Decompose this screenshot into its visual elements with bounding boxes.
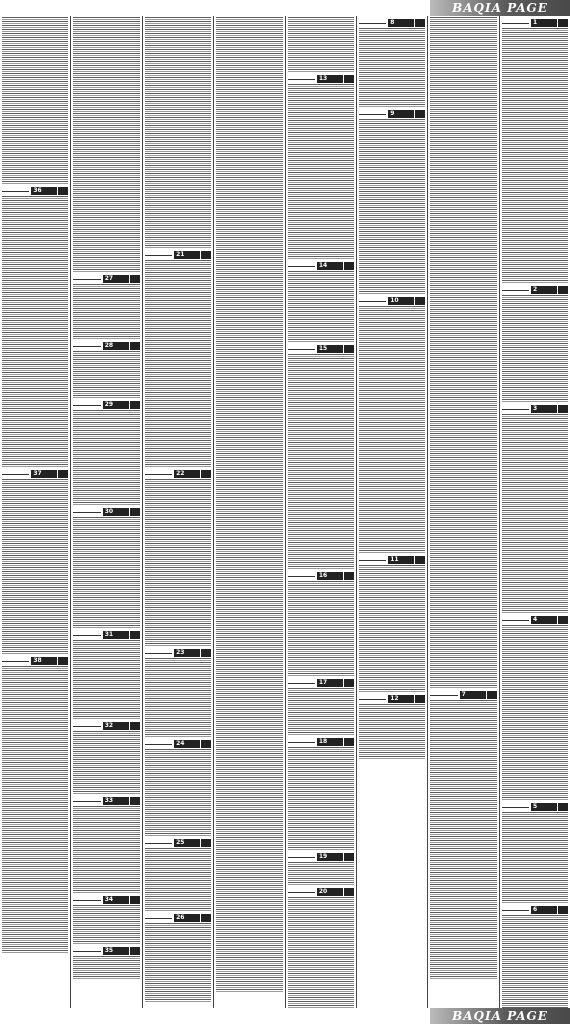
entry-tag-marker	[558, 286, 568, 294]
entry-header-rule	[288, 576, 315, 577]
entry-number-header	[288, 75, 354, 83]
article-entry	[359, 554, 425, 693]
article-text-block	[502, 915, 568, 1008]
article-text-block	[2, 479, 68, 655]
entry-tag-marker	[58, 187, 68, 195]
entry-tag-marker	[558, 19, 568, 27]
article-entry	[73, 399, 139, 506]
newspaper-page	[0, 16, 570, 1008]
entry-header-rule	[73, 635, 100, 636]
article-text-block	[359, 119, 425, 295]
article-text-block	[73, 806, 139, 894]
article-entry	[502, 284, 568, 403]
text-column	[213, 16, 284, 1008]
entry-tag-marker	[344, 679, 354, 687]
article-text-block	[145, 749, 211, 837]
entry-tag-marker	[344, 572, 354, 580]
entry-number-header	[288, 853, 354, 861]
entry-number-header	[73, 631, 139, 639]
entry-number-badge: 30	[103, 508, 129, 516]
entry-number-badge: 27	[103, 275, 129, 283]
article-text-block	[145, 658, 211, 738]
entry-header-rule	[73, 726, 100, 727]
article-text-block	[145, 848, 211, 912]
entry-number-header	[73, 508, 139, 516]
entry-header-rule	[73, 512, 100, 513]
article-text-block	[216, 17, 282, 993]
text-column	[142, 16, 213, 1008]
article-text-block	[288, 84, 354, 260]
entry-number-header	[430, 691, 496, 699]
entry-number-header	[2, 187, 68, 195]
entry-tag-marker	[415, 297, 425, 305]
entry-header-rule	[73, 279, 100, 280]
entry-number-header	[145, 649, 211, 657]
entry-number-header	[502, 803, 568, 811]
entry-header-rule	[288, 349, 315, 350]
entry-header-rule	[502, 409, 529, 410]
entry-tag-marker	[344, 345, 354, 353]
entry-header-rule	[2, 661, 29, 662]
entry-number-header	[502, 906, 568, 914]
article-entry	[430, 852, 496, 980]
entry-tag-marker	[201, 649, 211, 657]
article-text-block	[502, 812, 568, 904]
article-entry	[145, 249, 211, 468]
article-entry	[216, 17, 282, 993]
entry-number-header	[73, 342, 139, 350]
entry-number-badge: 32	[103, 722, 129, 730]
entry-header-rule	[288, 742, 315, 743]
article-entry	[73, 945, 139, 980]
entry-header-rule	[73, 346, 100, 347]
article-entry	[2, 185, 68, 468]
entry-tag-marker	[201, 470, 211, 478]
entry-header-rule	[288, 79, 315, 80]
entry-tag-marker	[201, 251, 211, 259]
article-entry	[502, 904, 568, 1008]
article-entry	[288, 570, 354, 677]
entry-tag-marker	[130, 722, 140, 730]
entry-tag-marker	[415, 695, 425, 703]
article-entry	[359, 693, 425, 760]
article-entry	[359, 108, 425, 295]
article-text-block	[145, 17, 211, 249]
entry-tag-marker	[130, 508, 140, 516]
article-entry	[145, 17, 211, 249]
entry-tag-marker	[558, 405, 568, 413]
article-text-block	[288, 688, 354, 736]
article-text-block	[288, 897, 354, 1008]
article-entry	[73, 17, 139, 273]
entry-tag-marker	[344, 738, 354, 746]
entry-number-badge: 31	[103, 631, 129, 639]
entry-number-badge: 37	[31, 470, 57, 478]
article-entry	[430, 17, 496, 689]
entry-tag-marker	[487, 691, 497, 699]
entry-header-rule	[502, 290, 529, 291]
page-banner-bottom: BAQIA PAGE	[430, 1008, 570, 1024]
article-entry	[359, 295, 425, 554]
entry-header-rule	[288, 857, 315, 858]
entry-number-badge: 9	[388, 110, 414, 118]
entry-number-header	[145, 914, 211, 922]
entry-number-header	[359, 110, 425, 118]
entry-tag-marker	[344, 853, 354, 861]
entry-header-rule	[145, 653, 172, 654]
article-text-block	[73, 956, 139, 980]
entry-tag-marker	[130, 401, 140, 409]
entry-tag-marker	[201, 914, 211, 922]
article-text-block	[502, 295, 568, 403]
entry-header-rule	[502, 23, 529, 24]
entry-number-header	[359, 297, 425, 305]
entry-header-rule	[145, 918, 172, 919]
entry-number-header	[502, 405, 568, 413]
page-banner-top: BAQIA PAGE	[430, 0, 570, 16]
article-entry	[502, 403, 568, 614]
entry-header-rule	[2, 191, 29, 192]
entry-number-header	[145, 740, 211, 748]
entry-number-badge: 3	[531, 405, 557, 413]
entry-number-header	[145, 839, 211, 847]
entry-number-badge: 4	[531, 616, 557, 624]
entry-tag-marker	[58, 470, 68, 478]
article-text-block	[145, 260, 211, 468]
entry-header-rule	[288, 266, 315, 267]
article-text-block	[73, 731, 139, 795]
article-entry	[502, 801, 568, 904]
entry-header-rule	[359, 23, 386, 24]
article-text-block	[359, 306, 425, 554]
entry-header-rule	[359, 560, 386, 561]
entry-header-rule	[145, 474, 172, 475]
article-entry	[288, 677, 354, 736]
article-entry	[288, 260, 354, 343]
article-text-block	[2, 196, 68, 468]
entry-number-header	[145, 470, 211, 478]
entry-tag-marker	[130, 342, 140, 350]
article-text-block	[145, 479, 211, 647]
entry-tag-marker	[558, 616, 568, 624]
entry-tag-marker	[415, 19, 425, 27]
text-column	[0, 16, 70, 1008]
entry-tag-marker	[201, 740, 211, 748]
entry-number-badge: 21	[174, 251, 200, 259]
entry-number-badge: 34	[103, 896, 129, 904]
entry-number-header	[73, 896, 139, 904]
entry-number-badge: 23	[174, 649, 200, 657]
article-entry	[430, 689, 496, 852]
article-entry	[288, 886, 354, 1008]
entry-tag-marker	[558, 906, 568, 914]
article-entry	[288, 851, 354, 886]
entry-number-badge: 19	[317, 853, 343, 861]
entry-tag-marker	[130, 275, 140, 283]
article-text-block	[73, 905, 139, 945]
entry-number-badge: 17	[317, 679, 343, 687]
entry-number-badge: 25	[174, 839, 200, 847]
entry-number-badge: 16	[317, 572, 343, 580]
article-text-block	[502, 625, 568, 801]
article-text-block	[288, 354, 354, 570]
article-text-block	[288, 17, 354, 73]
entry-number-header	[73, 722, 139, 730]
article-text-block	[2, 666, 68, 954]
entry-number-badge: 10	[388, 297, 414, 305]
article-text-block	[288, 862, 354, 886]
entry-number-badge: 1	[531, 19, 557, 27]
entry-number-badge: 18	[317, 738, 343, 746]
text-column	[70, 16, 141, 1008]
article-text-block	[430, 17, 496, 689]
article-entry	[73, 795, 139, 894]
article-entry	[73, 629, 139, 720]
article-entry	[145, 738, 211, 837]
article-entry	[73, 506, 139, 629]
entry-number-header	[288, 572, 354, 580]
entry-header-rule	[288, 892, 315, 893]
article-entry	[73, 273, 139, 340]
entry-number-badge: 12	[388, 695, 414, 703]
entry-header-rule	[145, 255, 172, 256]
article-text-block	[73, 640, 139, 720]
entry-tag-marker	[130, 631, 140, 639]
entry-header-rule	[2, 474, 29, 475]
entry-header-rule	[73, 951, 100, 952]
entry-header-rule	[73, 801, 100, 802]
article-entry	[359, 17, 425, 108]
entry-number-header	[145, 251, 211, 259]
article-text-block	[502, 28, 568, 284]
entry-number-header	[288, 262, 354, 270]
entry-number-badge: 35	[103, 947, 129, 955]
article-text-block	[288, 271, 354, 343]
entry-number-header	[359, 695, 425, 703]
entry-tag-marker	[344, 888, 354, 896]
article-entry	[145, 837, 211, 912]
article-entry	[288, 17, 354, 73]
entry-number-badge: 36	[31, 187, 57, 195]
article-text-block	[73, 284, 139, 340]
entry-number-badge: 11	[388, 556, 414, 564]
article-entry	[73, 340, 139, 399]
entry-number-badge: 22	[174, 470, 200, 478]
entry-number-header	[73, 401, 139, 409]
article-entry	[2, 655, 68, 954]
entry-header-rule	[288, 683, 315, 684]
article-text-block	[73, 410, 139, 506]
entry-number-badge: 26	[174, 914, 200, 922]
article-entry	[145, 912, 211, 1003]
entry-tag-marker	[415, 110, 425, 118]
entry-number-header	[73, 275, 139, 283]
article-text-block	[359, 704, 425, 760]
entry-tag-marker	[558, 803, 568, 811]
article-text-block	[288, 581, 354, 677]
entry-number-header	[73, 797, 139, 805]
entry-tag-marker	[58, 657, 68, 665]
article-entry	[288, 343, 354, 570]
entry-number-badge: 38	[31, 657, 57, 665]
entry-number-badge: 15	[317, 345, 343, 353]
entry-number-badge: 20	[317, 888, 343, 896]
entry-number-badge: 6	[531, 906, 557, 914]
article-text-block	[359, 28, 425, 108]
article-entry	[288, 736, 354, 851]
article-entry	[288, 73, 354, 260]
entry-header-rule	[502, 620, 529, 621]
entry-number-badge: 7	[460, 691, 486, 699]
article-text-block	[73, 17, 139, 273]
entry-number-badge: 8	[388, 19, 414, 27]
article-text-block	[430, 700, 496, 852]
entry-number-badge: 29	[103, 401, 129, 409]
entry-number-header	[502, 19, 568, 27]
entry-header-rule	[359, 114, 386, 115]
text-column	[285, 16, 356, 1008]
article-entry	[2, 17, 68, 185]
entry-number-badge: 33	[103, 797, 129, 805]
entry-header-rule	[502, 910, 529, 911]
entry-header-rule	[359, 699, 386, 700]
entry-tag-marker	[130, 797, 140, 805]
entry-header-rule	[73, 900, 100, 901]
entry-number-badge: 14	[317, 262, 343, 270]
entry-number-header	[502, 286, 568, 294]
entry-tag-marker	[344, 75, 354, 83]
entry-number-header	[288, 345, 354, 353]
entry-tag-marker	[415, 556, 425, 564]
article-entry	[2, 468, 68, 655]
entry-header-rule	[359, 301, 386, 302]
entry-tag-marker	[130, 947, 140, 955]
article-text-block	[430, 852, 496, 980]
entry-number-header	[502, 616, 568, 624]
entry-number-header	[288, 888, 354, 896]
text-column	[427, 16, 498, 1008]
entry-number-header	[2, 470, 68, 478]
text-column	[356, 16, 427, 1008]
entry-number-header	[359, 19, 425, 27]
entry-header-rule	[502, 807, 529, 808]
entry-number-badge: 13	[317, 75, 343, 83]
entry-header-rule	[145, 744, 172, 745]
article-text-block	[2, 17, 68, 185]
text-column	[499, 16, 570, 1008]
entry-number-badge: 2	[531, 286, 557, 294]
article-text-block	[145, 923, 211, 1003]
entry-number-header	[288, 738, 354, 746]
entry-number-badge: 24	[174, 740, 200, 748]
article-entry	[73, 720, 139, 795]
article-text-block	[73, 517, 139, 629]
article-text-block	[502, 414, 568, 614]
entry-number-header	[73, 947, 139, 955]
entry-header-rule	[145, 843, 172, 844]
article-text-block	[288, 747, 354, 851]
article-entry	[502, 17, 568, 284]
article-entry	[145, 468, 211, 647]
article-text-block	[73, 351, 139, 399]
article-entry	[502, 614, 568, 801]
article-text-block	[359, 565, 425, 693]
entry-tag-marker	[344, 262, 354, 270]
entry-tag-marker	[130, 896, 140, 904]
entry-tag-marker	[201, 839, 211, 847]
entry-number-header	[2, 657, 68, 665]
entry-number-header	[359, 556, 425, 564]
entry-header-rule	[73, 405, 100, 406]
entry-number-badge: 28	[103, 342, 129, 350]
article-entry	[145, 647, 211, 738]
entry-number-badge: 5	[531, 803, 557, 811]
entry-number-header	[288, 679, 354, 687]
entry-header-rule	[430, 695, 457, 696]
article-entry	[73, 894, 139, 945]
